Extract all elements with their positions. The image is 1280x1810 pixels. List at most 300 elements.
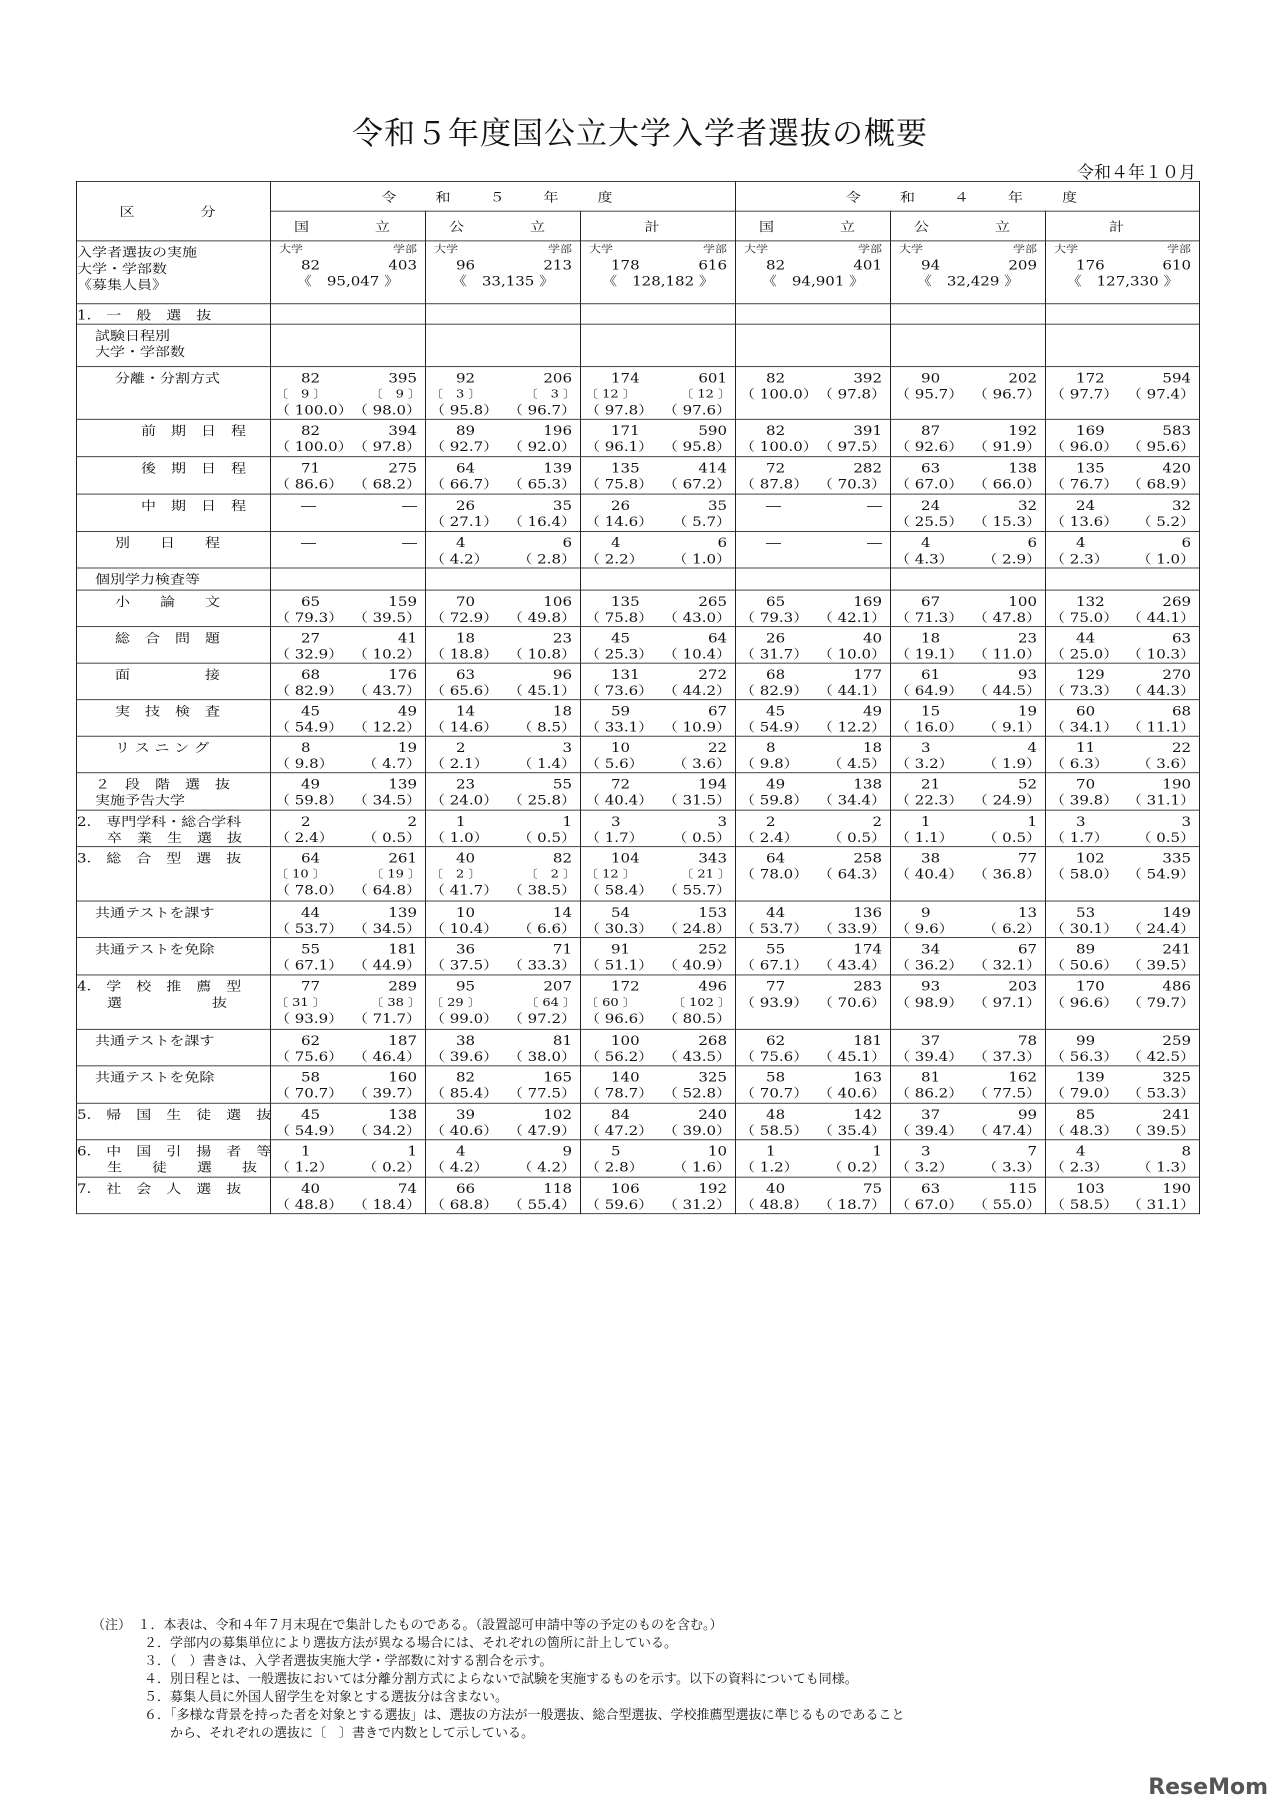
- faculty-count: 10: [707, 1143, 728, 1159]
- value-cell: [1046, 419, 1200, 456]
- faculty-count: 282: [853, 460, 883, 476]
- faculty-percent: （ 35.4）: [817, 1123, 887, 1139]
- faculty-count: 49: [862, 703, 883, 719]
- faculty-count: 71: [552, 941, 572, 957]
- faculty-count: 270: [1162, 666, 1192, 683]
- table-row: [77, 901, 1200, 938]
- faculty-percent: （ 5.7）: [672, 514, 732, 530]
- percent-line: [581, 610, 735, 626]
- diverse-background-count-line: [271, 867, 425, 883]
- value-cell: [891, 847, 1046, 901]
- faculty-count: 392: [853, 370, 883, 386]
- univ-count: 37: [921, 1107, 941, 1123]
- table-row: [77, 590, 1200, 627]
- faculty-count: 136: [853, 904, 883, 921]
- faculty-percent: （ 43.0）: [662, 610, 732, 626]
- value-cell: [581, 241, 736, 304]
- value-cell: [426, 568, 581, 590]
- univ-count: 3: [921, 1143, 931, 1159]
- percent-line: [1046, 756, 1199, 772]
- count-line: [426, 938, 580, 958]
- count-line: [891, 257, 1045, 273]
- value-cell: [891, 975, 1046, 1029]
- subheader-univ: 大学: [589, 243, 614, 255]
- count-line: [581, 811, 735, 831]
- faculty-count: 192: [698, 1180, 728, 1197]
- faculty-percent: （ 64.8）: [352, 882, 421, 899]
- percent-line: [1046, 477, 1199, 493]
- value-cell: [426, 810, 581, 847]
- univ-percent: （ 1.0）: [430, 830, 489, 846]
- value-cell: [426, 367, 581, 420]
- percent-line: [1046, 720, 1199, 736]
- faculty-count: 6: [1181, 535, 1192, 551]
- percent-line: [736, 1197, 890, 1213]
- percent-line: [1046, 551, 1199, 567]
- univ-percent: （ 53.7）: [740, 921, 809, 937]
- value-cell: [581, 773, 736, 810]
- percent-line: [736, 921, 890, 937]
- value-cell: [271, 457, 426, 494]
- univ-percent: （ 58.5）: [740, 1123, 809, 1139]
- subheader-univ: 大学: [744, 243, 769, 255]
- univ-count: 135: [1076, 460, 1105, 476]
- percent-line: [581, 647, 735, 663]
- value-cell: [271, 304, 426, 324]
- diverse-background-count-line: [426, 995, 580, 1011]
- faculty-percent: （ 10.3）: [1126, 646, 1196, 662]
- faculty-count: 159: [388, 593, 417, 610]
- table-row: [77, 324, 1200, 366]
- percent-line: [891, 439, 1045, 455]
- faculty-percent: （ 44.2）: [662, 683, 732, 699]
- value-cell: [271, 663, 426, 700]
- value-cell: [891, 736, 1046, 773]
- table-row: [77, 663, 1200, 700]
- row-label: ２ 段 階 選 抜 実施予告大学: [77, 773, 271, 810]
- faculty-count: 118: [543, 1180, 572, 1197]
- percent-line: [581, 439, 735, 455]
- count-line: [581, 1030, 735, 1050]
- univ-count: 59: [611, 703, 631, 719]
- faculty-count: 139: [543, 460, 572, 476]
- faculty-count: 496: [698, 978, 728, 995]
- univ-count: 82: [301, 370, 321, 386]
- diverse-background-count-line: [426, 867, 580, 883]
- percent-line: [581, 403, 735, 419]
- percent-line: [426, 793, 580, 809]
- univ-count: 26: [766, 630, 786, 646]
- count-line: [271, 1178, 425, 1198]
- univ-count: 4: [456, 1143, 466, 1159]
- univ-count: 39: [456, 1107, 476, 1123]
- subheader-fac: 学部: [392, 243, 417, 255]
- univ-count: 1: [766, 1143, 776, 1159]
- diverse-background-count: 〔 19 〕: [370, 868, 421, 882]
- faculty-percent: （ 24.8）: [662, 921, 732, 937]
- univ-count: 89: [456, 423, 476, 439]
- faculty-count: 196: [543, 423, 572, 439]
- row-label: 個別学力検査等: [77, 568, 271, 590]
- univ-percent: （ 47.2）: [585, 1123, 654, 1139]
- faculty-percent: （ 55.4）: [507, 1197, 576, 1213]
- faculty-percent: （ 39.5）: [1126, 1123, 1196, 1139]
- faculty-count: 18: [552, 703, 572, 719]
- diverse-background-count: 〔 60 〕: [585, 996, 636, 1010]
- value-cell: [271, 627, 426, 664]
- faculty-percent: （ 39.0）: [662, 1123, 732, 1139]
- faculty-count: 14: [552, 904, 572, 921]
- percent-line: [271, 1049, 425, 1065]
- univ-count: 106: [611, 1180, 640, 1197]
- count-line: [271, 495, 425, 515]
- faculty-count: 102: [543, 1107, 572, 1123]
- row-label: 入学者選抜の実施 大学・学部数 《募集人員》: [77, 241, 271, 304]
- univ-count: 81: [921, 1069, 941, 1085]
- count-line: [581, 1178, 735, 1198]
- row-label: 1. 一 般 選 抜: [77, 304, 271, 324]
- univ-count: 139: [1076, 1069, 1105, 1085]
- univ-count: 45: [301, 703, 321, 719]
- value-cell: [736, 1140, 891, 1177]
- univ-count: 37: [921, 1033, 941, 1049]
- faculty-percent: （ 24.9）: [972, 792, 1042, 809]
- count-line: [1046, 532, 1199, 552]
- univ-percent: （ 96.1）: [585, 439, 654, 455]
- subheader-univ-fac: [426, 241, 580, 257]
- univ-count: 40: [456, 850, 476, 866]
- faculty-count: 190: [1162, 1180, 1192, 1197]
- percent-line: [581, 1123, 735, 1139]
- faculty-percent: （ 38.5）: [507, 882, 576, 899]
- faculty-count: 22: [1171, 740, 1192, 756]
- faculty-percent: （ 91.9）: [972, 439, 1042, 455]
- percent-line: [426, 1160, 580, 1176]
- recruitment-count: 《 128,182 》: [602, 273, 714, 289]
- count-line: [426, 457, 580, 477]
- percent-line: [426, 439, 580, 455]
- value-cell: [271, 568, 426, 590]
- count-line: [581, 1104, 735, 1124]
- univ-percent: （ 37.5）: [430, 957, 499, 973]
- univ-count: 4: [921, 535, 931, 551]
- univ-percent: （ 51.1）: [585, 957, 654, 973]
- value-cell: [581, 1066, 736, 1103]
- univ-percent: （ 18.8）: [430, 646, 499, 662]
- univ-count: 82: [301, 257, 321, 273]
- diverse-background-count: 〔 29 〕: [430, 996, 481, 1010]
- percent-line: [271, 1197, 425, 1213]
- univ-count: 172: [611, 978, 640, 995]
- row-label: 後 期 日 程: [77, 457, 271, 494]
- count-line: [581, 773, 735, 793]
- diverse-background-count: 〔 12 〕: [585, 868, 636, 882]
- percent-line: [426, 958, 580, 974]
- faculty-count: 78: [1017, 1033, 1038, 1049]
- univ-count: 169: [1076, 423, 1105, 439]
- table-row: [77, 773, 1200, 810]
- faculty-percent: （ 97.5）: [817, 439, 887, 455]
- univ-count: 44: [301, 904, 321, 921]
- value-cell: [736, 736, 891, 773]
- percent-line: [891, 830, 1045, 846]
- faculty-percent: （ 33.3）: [507, 957, 576, 973]
- univ-count: 67: [921, 593, 941, 610]
- univ-percent: （ 10.4）: [430, 921, 499, 937]
- faculty-count: 209: [1008, 257, 1038, 273]
- diverse-background-count: 〔 102 〕: [671, 996, 732, 1010]
- faculty-count: 181: [388, 941, 417, 957]
- faculty-count: 258: [853, 850, 883, 866]
- faculty-count: 594: [1162, 370, 1192, 386]
- univ-count: 71: [301, 460, 321, 476]
- percent-line: [736, 610, 890, 626]
- table-row: [77, 1103, 1200, 1140]
- univ-percent: （ 72.9）: [430, 610, 499, 626]
- univ-count: 96: [456, 257, 476, 273]
- table-row: [77, 975, 1200, 1029]
- percent-line: [891, 756, 1045, 772]
- percent-line: [581, 1160, 735, 1176]
- univ-count: 68: [301, 666, 321, 683]
- table-row: [77, 736, 1200, 773]
- percent-line: [581, 883, 735, 899]
- count-line: [891, 664, 1045, 684]
- faculty-percent: （ 37.3）: [972, 1049, 1042, 1065]
- table-row: [77, 1029, 1200, 1066]
- faculty-percent: （ 79.7）: [1126, 994, 1196, 1011]
- faculty-count: 138: [388, 1107, 417, 1123]
- faculty-percent: （ 24.4）: [1126, 921, 1196, 937]
- table-row: [77, 457, 1200, 494]
- univ-count: 26: [611, 497, 631, 514]
- faculty-count: 8: [1181, 1143, 1192, 1159]
- faculty-percent: （ 44.1）: [817, 683, 887, 699]
- percent-line: [1046, 1086, 1199, 1102]
- value-cell: [1046, 457, 1200, 494]
- percent-line: [736, 1049, 890, 1065]
- univ-count: 68: [766, 666, 786, 683]
- faculty-count: 414: [698, 460, 728, 476]
- value-cell: [426, 938, 581, 975]
- diverse-background-count: 〔 10 〕: [275, 868, 326, 882]
- diverse-background-count: 〔 12 〕: [680, 388, 732, 402]
- univ-count: 10: [611, 740, 631, 756]
- univ-count: 58: [301, 1069, 321, 1085]
- univ-percent: （ 73.3）: [1050, 683, 1119, 699]
- faculty-count: 252: [698, 941, 728, 957]
- value-cell: [426, 1029, 581, 1066]
- univ-percent: （ 93.9）: [275, 1011, 344, 1027]
- faculty-percent: （ 97.2）: [507, 1011, 576, 1027]
- value-cell: [581, 847, 736, 901]
- univ-count: 2: [301, 813, 311, 830]
- univ-count: 90: [921, 370, 941, 386]
- value-cell: [1046, 975, 1200, 1029]
- faculty-count: 394: [388, 423, 417, 439]
- univ-percent: （ 3.2）: [895, 1159, 954, 1176]
- univ-percent: （ 97.7）: [1050, 386, 1119, 402]
- subheader-univ: 大学: [279, 243, 304, 255]
- value-cell: [271, 1066, 426, 1103]
- univ-percent: （ 65.6）: [430, 683, 499, 699]
- univ-count: 170: [1076, 978, 1105, 995]
- count-line: [891, 495, 1045, 515]
- faculty-count: 115: [1008, 1180, 1038, 1197]
- count-line: [736, 1140, 890, 1160]
- count-line: [271, 847, 425, 867]
- row-label: 共通テストを課す: [77, 1029, 271, 1066]
- value-cell: [426, 419, 581, 456]
- count-line: [426, 532, 580, 552]
- faculty-percent: （ 97.1）: [972, 994, 1042, 1011]
- percent-line: [426, 756, 580, 772]
- count-line: [581, 847, 735, 867]
- faculty-percent: （ 95.6）: [1126, 439, 1196, 455]
- percent-line: [736, 683, 890, 699]
- count-line: [1046, 811, 1199, 831]
- faculty-count: 77: [1017, 850, 1038, 866]
- univ-count: 2: [456, 740, 466, 756]
- value-cell: [1046, 700, 1200, 737]
- univ-count: ―: [301, 497, 316, 514]
- value-cell: [736, 304, 891, 324]
- subheader-univ: 大学: [1054, 243, 1079, 255]
- univ-percent: （ 40.4）: [895, 866, 964, 882]
- faculty-percent: （ 44.5）: [972, 683, 1042, 699]
- col-kouritsu-r5: 公 立: [426, 211, 581, 241]
- faculty-count: 391: [853, 423, 883, 439]
- univ-count: ―: [766, 535, 782, 551]
- diverse-background-count: 〔 12 〕: [585, 388, 636, 402]
- value-cell: [426, 1177, 581, 1214]
- subheader-univ: 大学: [899, 243, 924, 255]
- univ-count: 103: [1076, 1180, 1105, 1197]
- univ-count: 72: [611, 776, 631, 792]
- value-cell: [271, 847, 426, 901]
- univ-count: 3: [1076, 813, 1086, 830]
- row-label: 前 期 日 程: [77, 419, 271, 456]
- univ-count: 1: [301, 1143, 311, 1159]
- univ-percent: （ 25.3）: [585, 646, 654, 662]
- univ-percent: （ 9.8）: [275, 756, 334, 772]
- univ-percent: （ 58.0）: [1050, 866, 1119, 882]
- percent-line: [581, 720, 735, 736]
- subheader-fac: 学部: [1167, 243, 1192, 255]
- percent-line: [891, 1160, 1045, 1176]
- faculty-percent: （ 10.4）: [662, 646, 732, 662]
- count-line: [736, 975, 890, 995]
- count-line: [1046, 1140, 1199, 1160]
- percent-line: [736, 1123, 890, 1139]
- value-cell: [271, 938, 426, 975]
- count-line: [426, 901, 580, 921]
- row-label: リ ス ニ ン グ: [77, 736, 271, 773]
- count-line: [891, 737, 1045, 757]
- percent-line: [1046, 958, 1199, 974]
- value-cell: [736, 531, 891, 568]
- faculty-percent: （ 8.5）: [517, 719, 576, 735]
- value-cell: [271, 324, 426, 366]
- value-cell: [736, 627, 891, 664]
- faculty-count: 203: [1008, 978, 1038, 995]
- count-line: [426, 811, 580, 831]
- univ-count: 34: [921, 941, 941, 957]
- percent-line: [736, 867, 890, 883]
- table-row: [77, 938, 1200, 975]
- univ-count: 62: [301, 1033, 321, 1049]
- percent-line: [736, 1086, 890, 1102]
- faculty-count: 335: [1162, 850, 1192, 866]
- faculty-count: 7: [1027, 1143, 1038, 1159]
- value-cell: [891, 810, 1046, 847]
- count-line: [891, 847, 1045, 867]
- col-total-r4: 計: [1046, 211, 1200, 241]
- faculty-percent: （ 42.1）: [817, 610, 887, 626]
- value-cell: [426, 627, 581, 664]
- univ-percent: （ 79.3）: [275, 610, 344, 626]
- faculty-count: 18: [862, 740, 883, 756]
- count-line: [891, 1140, 1045, 1160]
- faculty-count: 177: [853, 666, 883, 683]
- faculty-percent: （ 77.5）: [507, 1085, 576, 1102]
- percent-line: [736, 830, 890, 846]
- percent-line: [891, 995, 1045, 1011]
- count-line: [271, 975, 425, 995]
- header-year-r5: 令 和 ５ 年 度: [271, 181, 736, 211]
- univ-percent: （ 75.8）: [585, 610, 654, 626]
- faculty-count: 1: [562, 813, 572, 830]
- value-cell: [581, 975, 736, 1029]
- count-line: [891, 901, 1045, 921]
- row-label: 5. 帰 国 生 徒 選 抜: [77, 1103, 271, 1140]
- univ-count: 77: [301, 978, 321, 995]
- percent-line: [891, 551, 1045, 567]
- faculty-count: 67: [707, 703, 728, 719]
- percent-line: [426, 551, 580, 567]
- univ-count: 4: [611, 535, 621, 551]
- faculty-percent: （ 97.4）: [1126, 386, 1196, 402]
- univ-percent: （ 86.6）: [275, 476, 344, 492]
- univ-percent: （ 78.0）: [740, 866, 809, 882]
- faculty-count: 139: [388, 904, 417, 921]
- percent-line: [271, 683, 425, 699]
- count-line: [271, 811, 425, 831]
- univ-count: 92: [456, 370, 476, 386]
- count-line: [1046, 700, 1199, 720]
- faculty-count: 181: [853, 1033, 883, 1049]
- count-line: [271, 257, 425, 273]
- univ-percent: （ 96.6）: [585, 1011, 654, 1027]
- value-cell: [736, 901, 891, 938]
- diverse-background-count: 〔 38 〕: [370, 996, 421, 1010]
- univ-count: 54: [611, 904, 631, 921]
- count-line: [1046, 737, 1199, 757]
- univ-percent: （ 100.0）: [275, 439, 353, 455]
- percent-line: [1046, 921, 1199, 937]
- faculty-count: 187: [388, 1033, 417, 1049]
- univ-count: 64: [456, 460, 476, 476]
- faculty-count: 401: [853, 257, 883, 273]
- value-cell: [426, 590, 581, 627]
- value-cell: [1046, 847, 1200, 901]
- percent-line: [426, 1049, 580, 1065]
- univ-percent: （ 41.7）: [430, 882, 499, 899]
- count-line: [1046, 367, 1199, 387]
- univ-percent: （ 68.8）: [430, 1197, 499, 1213]
- value-cell: [581, 324, 736, 366]
- univ-count: 77: [766, 978, 786, 995]
